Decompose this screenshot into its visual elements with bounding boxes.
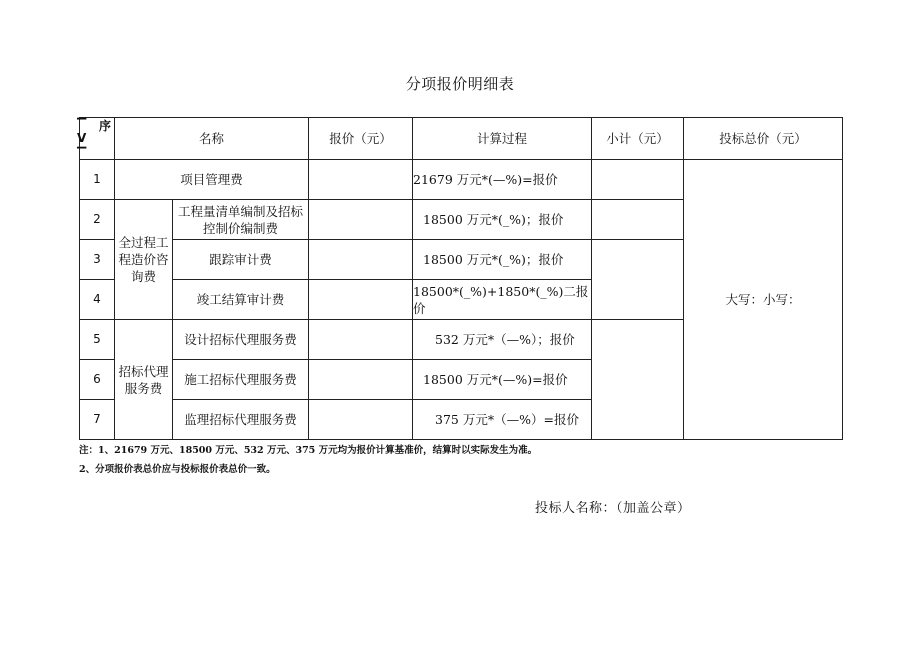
row-no: 5	[80, 320, 115, 360]
row-subtotal-cell	[592, 200, 684, 240]
header-name: 名称	[115, 118, 309, 160]
row-subtotal-cell	[592, 160, 684, 200]
bidder-signature-line: 投标人名称：（加盖公章）	[535, 501, 691, 516]
row-no: 7	[80, 400, 115, 440]
note-1: 注：1、21679 万元、18500 万元、532 万元、375 万元均为报价计算基准价，结算时以实际发生为准。	[79, 445, 538, 456]
row-subtotal-cell	[592, 320, 684, 440]
row-price-cell	[309, 240, 413, 280]
seq-mark-middle: V	[77, 131, 87, 145]
row-name: 监理招标代理服务费	[173, 400, 309, 440]
quote-table	[79, 117, 843, 440]
row-name: 设计招标代理服务费	[173, 320, 309, 360]
group-full-process: 全过程工程造价咨询费	[115, 200, 173, 320]
row-no: 1	[80, 160, 115, 200]
row-calc: 375 万元*（—%）=报价	[413, 400, 592, 440]
row-calc: 18500 万元*(_%)；报价	[413, 240, 592, 280]
header-price: 报价（元）	[309, 118, 413, 160]
row-name: 项目管理费	[115, 160, 309, 200]
row-price-cell	[309, 160, 413, 200]
page-title: 分项报价明细表	[405, 75, 515, 93]
seq-mark-top: ▔	[77, 118, 87, 132]
row-calc: 18500 万元*(—%)=报价	[413, 360, 592, 400]
header-row	[80, 118, 843, 160]
row-price-cell	[309, 400, 413, 440]
row-price-cell	[309, 200, 413, 240]
row-price-cell	[309, 320, 413, 360]
header-seq	[77, 118, 115, 161]
row-name: 竣工结算审计费	[173, 280, 309, 320]
row-calc: 21679 万元*(—%)=报价	[413, 160, 592, 200]
header-seq-label: 序	[98, 119, 111, 133]
total-cell: 大写：小写：	[684, 160, 843, 440]
row-price-cell	[309, 360, 413, 400]
seq-mark-bottom: ▔	[77, 147, 87, 161]
notes	[79, 441, 537, 479]
header-total: 投标总价（元）	[684, 118, 843, 160]
row-price-cell	[309, 280, 413, 320]
note-2: 2、分项报价表总价应与投标报价表总价一致。	[79, 464, 276, 475]
row-no: 6	[80, 360, 115, 400]
row-no: 2	[80, 200, 115, 240]
group-tender-agency: 招标代理服务费	[115, 320, 173, 440]
row-name: 工程量清单编制及招标控制价编制费	[173, 200, 309, 240]
header-subtotal: 小计（元）	[592, 118, 684, 160]
header-calc: 计算过程	[413, 118, 592, 160]
table-row	[80, 160, 843, 200]
row-calc: 532 万元*（—%）；报价	[413, 320, 592, 360]
row-no: 4	[80, 280, 115, 320]
row-no: 3	[80, 240, 115, 280]
row-calc: 18500 万元*(_%)；报价	[413, 200, 592, 240]
row-subtotal-cell	[592, 240, 684, 320]
row-name: 施工招标代理服务费	[173, 360, 309, 400]
row-name: 跟踪审计费	[173, 240, 309, 280]
row-calc: 18500*(_%)+1850*(_%)二报价	[413, 280, 592, 320]
